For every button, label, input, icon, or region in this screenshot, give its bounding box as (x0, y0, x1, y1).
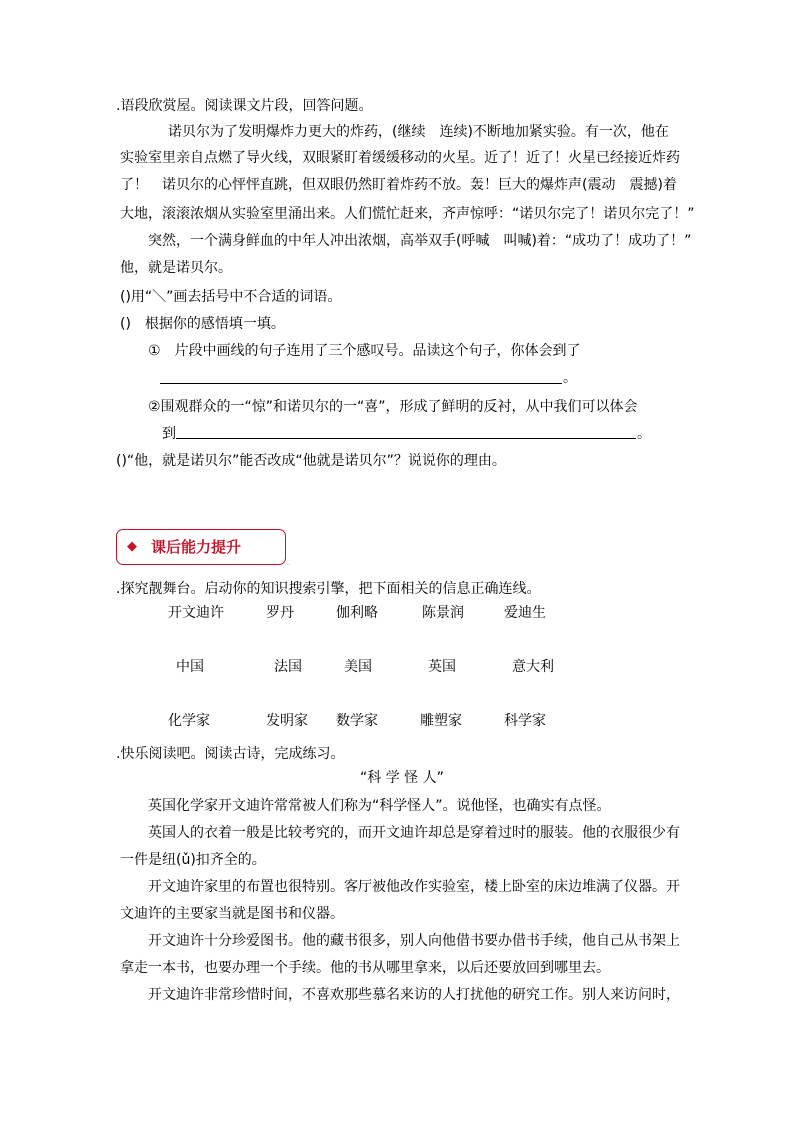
match-country[interactable]: 美国 (344, 659, 372, 675)
diamond-icon: ◆ (127, 539, 137, 554)
answer-end-2b: 。 (637, 426, 651, 442)
article-line: 英国人的衣着一般是比较考究的，而开文迪许却总是穿着过时的服装。他的衣服很少有 (148, 825, 680, 841)
section-heading-reading: .语段欣赏屋。阅读课文片段，回答问题。 (116, 98, 373, 114)
question-2a: ① 片段中画线的句子连用了三个感叹号。品读这个句子，你体会到了 (148, 343, 581, 359)
section-title: 课后能力提升 (151, 538, 242, 556)
passage-line: 他，就是诺贝尔。 (120, 260, 232, 276)
section-heading-matching: .探究靓舞台。启动你的知识搜索引擎，把下面相关的信息正确连线。 (116, 581, 541, 597)
article-line: 开文迪许非常珍惜时间，不喜欢那些慕名来访的人打扰他的研究工作。别人来访问时， (148, 987, 680, 1003)
passage-line: 大地，滚滚浓烟从实验室里涌出来。人们慌忙赶来，齐声惊呼：“诺贝尔完了！诺贝尔完了！” (120, 206, 695, 222)
article-line: 拿走一本书，也要办理一个手续。他的书从哪里拿来，以后还要放回到哪里去。 (120, 960, 610, 976)
question-2b: ②围观群众的一“惊”和诺贝尔的一“喜”，形成了鲜明的反衬，从中我们可以体会 (148, 399, 638, 415)
article-line: 文迪许的主要家当就是图书和仪器。 (120, 906, 344, 922)
answer-end-2a: 。 (563, 370, 577, 386)
section-banner (116, 529, 286, 565)
match-job[interactable]: 发明家 (266, 713, 308, 729)
answer-line-2b[interactable] (176, 438, 636, 439)
passage-line: 了！ 诺贝尔的心怦怦直跳，但双眼仍然盯着炸药不放。轰！巨大的爆炸声(震动 震撼)着 (120, 177, 677, 193)
article-title: “科 学 怪 人” (360, 770, 444, 786)
question-2b-start: 到 (162, 426, 176, 442)
question-3: ()“他，就是诺贝尔”能否改成“他就是诺贝尔”？说说你的理由。 (116, 453, 506, 469)
match-person[interactable]: 伽利略 (336, 605, 378, 621)
article-line: 英国化学家开文迪许常常被人们称为“科学怪人”。说他怪，也确实有点怪。 (148, 798, 611, 814)
passage-line: 实验室里亲自点燃了导火线，双眼紧盯着缓缓移动的火星。近了！近了！火星已经接近炸药 (120, 150, 680, 166)
section-tail-mark: .. (286, 560, 290, 567)
match-job[interactable]: 数学家 (336, 713, 378, 729)
passage-line: 诺贝尔为了发明爆炸力更大的炸药，(继续 连续)不断地加紧实验。有一次，他在 (168, 124, 669, 140)
match-person[interactable]: 罗丹 (266, 605, 294, 621)
question-1: ()用“＼”画去括号中不合适的词语。 (120, 289, 342, 305)
match-job[interactable]: 科学家 (504, 713, 546, 729)
match-job[interactable]: 雕塑家 (420, 713, 462, 729)
article-line: 开文迪许家里的布置也很特别。客厅被他改作实验室，楼上卧室的床边堆满了仪器。开 (148, 879, 680, 895)
match-job[interactable]: 化学家 (168, 713, 210, 729)
match-country[interactable]: 意大利 (512, 659, 554, 675)
match-person[interactable]: 陈景润 (422, 605, 464, 621)
section-heading-poem: .快乐阅读吧。阅读古诗，完成练习。 (116, 746, 345, 762)
match-country[interactable]: 中国 (176, 659, 204, 675)
question-2: () 根据你的感悟填一填。 (120, 316, 285, 332)
match-person[interactable]: 开文迪许 (168, 605, 224, 621)
article-line: 开文迪许十分珍爱图书。他的藏书很多，别人向他借书要办借书手续，他自己从书架上 (148, 933, 680, 949)
match-person[interactable]: 爱迪生 (504, 605, 546, 621)
answer-line-2a[interactable] (160, 383, 562, 384)
match-country[interactable]: 法国 (274, 659, 302, 675)
passage-line: 突然，一个满身鲜血的中年人冲出浓烟，高举双手(呼喊 叫喊)着：“成功了！成功了！” (148, 233, 692, 249)
article-line: 一件是纽(ǔ)扣齐全的。 (120, 852, 266, 868)
match-country[interactable]: 英国 (428, 659, 456, 675)
